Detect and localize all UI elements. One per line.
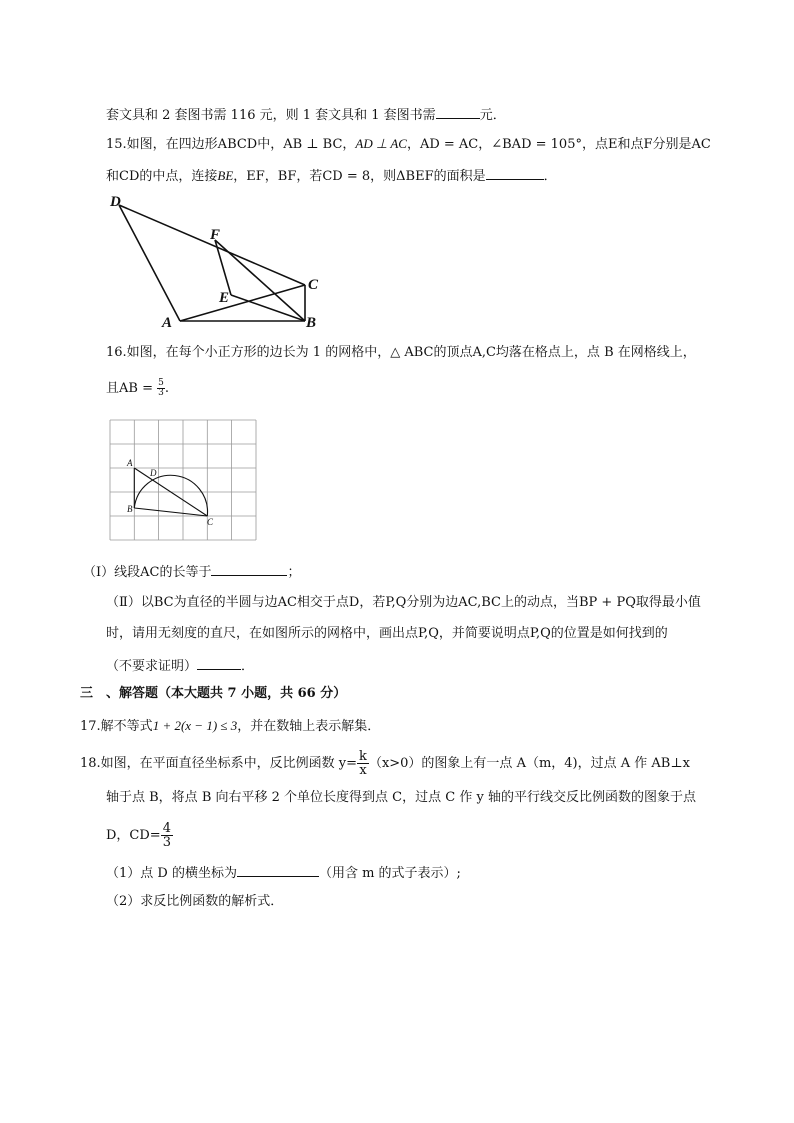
segment-fb xyxy=(215,240,305,321)
grid-label-a: A xyxy=(127,458,133,468)
q16-part2-text-2: 时，请用无刻度的直尺，在如图所示的网格中，画出点P,Q，并简要说明点P,Q的位置是如何找到的 xyxy=(106,626,668,641)
q15-quadrilateral-figure xyxy=(100,190,330,335)
q18-func-den: x xyxy=(359,763,367,778)
grid-label-c: C xyxy=(207,517,214,527)
q16-part1-text: （Ⅰ）线段AC的长等于 xyxy=(83,565,212,580)
label-e: E xyxy=(219,290,230,306)
q18-line-2 xyxy=(106,788,696,808)
label-b: B xyxy=(306,315,317,331)
label-d: D xyxy=(110,194,121,210)
segment-ac xyxy=(180,285,305,321)
q18-part1-answer-blank[interactable] xyxy=(237,862,319,877)
segment-dc xyxy=(119,205,305,285)
q16-part2-line-3 xyxy=(106,655,254,677)
section-3-heading xyxy=(80,684,346,704)
q16-grid-figure xyxy=(108,418,260,544)
q18-text-1b: （x>0）的图象上有一点 A（m，4)，过点 A 作 AB⊥x xyxy=(368,756,690,771)
grid-label-d: D xyxy=(150,468,157,478)
q18-cd-den: 3 xyxy=(162,835,171,850)
q15-line-2 xyxy=(106,165,557,187)
q17-line xyxy=(80,716,380,737)
q15-text-c: 和CD的中点，连接 xyxy=(106,169,218,184)
section-3-heading-text: 三 、解答题（本大题共 7 小题，共 66 分） xyxy=(80,686,347,701)
grid-lines xyxy=(110,420,256,540)
q18-cd-num: 4 xyxy=(162,821,171,836)
q18-line-3 xyxy=(106,820,173,852)
q15-italic-ad-ac: AD ⊥ AC xyxy=(355,136,407,151)
q18-func-num: k xyxy=(359,749,367,764)
label-a: A xyxy=(162,315,173,331)
q15-text-b: ，AD = AC，∠BAD = 105°，点E和点F分别是AC xyxy=(406,137,711,152)
q16-line-2 xyxy=(106,377,169,401)
label-f: F xyxy=(210,227,221,243)
q18-text-2: 轴于点 B，将点 B 向右平移 2 个单位长度得到点 C，过点 C 作 y 轴的平行线交反比例函数的图象于点 xyxy=(106,790,696,805)
q16-text: 16.如图，在每个小正方形的边长为 1 的网格中，△ ABC的顶点A,C均落在格点上，点 B 在网格线上， xyxy=(106,345,696,360)
q16-part1-line xyxy=(83,561,301,583)
q14-answer-blank[interactable] xyxy=(436,104,480,119)
q17-suffix: ，并在数轴上表示解集． xyxy=(237,719,381,734)
q18-part2-text: （2）求反比例函数的解析式． xyxy=(106,894,284,909)
q15-text-a: 15.如图，在四边形ABCD中，AB ⊥ BC， xyxy=(106,137,356,152)
q16-part2-text-3: （不要求证明） xyxy=(106,659,198,674)
q15-answer-blank[interactable] xyxy=(486,165,544,180)
q16-part1-suffix: ； xyxy=(287,565,301,580)
q15-text-d: ，EF，BF，若CD = 8，则ΔBEF的面积是 xyxy=(233,169,486,184)
q16-frac-den: 3 xyxy=(158,388,164,398)
q16-part2-answer-blank[interactable] xyxy=(197,655,241,670)
label-c: C xyxy=(308,277,319,293)
segment-da xyxy=(119,205,180,321)
q16-frac-num: 5 xyxy=(158,378,164,388)
q16-ab-prefix: 且AB = xyxy=(106,381,153,396)
q15-italic-be: BE xyxy=(217,168,234,183)
q18-text-3: D，CD= xyxy=(106,828,161,843)
q18-part1-suffix: （用含 m 的式子表示）; xyxy=(318,866,461,881)
q15-suffix: ． xyxy=(543,169,557,184)
q18-line-1 xyxy=(80,750,690,778)
q18-text-1: 18.如图，在平面直径坐标系中，反比例函数 y= xyxy=(80,756,358,771)
q14-tail-suffix: 元． xyxy=(479,108,506,123)
q15-line-1 xyxy=(106,134,711,155)
q18-part2-line xyxy=(106,892,283,912)
q18-cd-fraction xyxy=(161,822,173,849)
q16-ab-suffix: . xyxy=(164,381,169,396)
q16-part1-answer-blank[interactable] xyxy=(211,561,287,576)
q16-part2-text-1: （Ⅱ）以BC为直径的半圆与边AC相交于点D，若P,Q分别为边AC,BC上的动点，当BP + PQ取得最小值 xyxy=(106,595,701,610)
q17-prefix: 17.解不等式 xyxy=(80,719,153,734)
q16-part2-line-1 xyxy=(106,593,701,613)
q16-part2-suffix: ． xyxy=(241,659,255,674)
q17-inequality: 1 + 2(x − 1) ≤ 3 xyxy=(152,718,238,733)
segment-eb xyxy=(231,295,305,321)
q16-line-1 xyxy=(106,343,696,363)
q14-tail-line xyxy=(106,104,506,126)
semicircle-bc xyxy=(134,475,207,516)
q18-function-fraction xyxy=(357,750,369,777)
q18-part1-text: （1）点 D 的横坐标为 xyxy=(106,866,237,881)
q16-ab-fraction xyxy=(157,379,165,398)
grid-label-b: B xyxy=(127,504,133,514)
q14-tail-text: 套文具和 2 套图书需 116 元，则 1 套文具和 1 套图书需 xyxy=(106,108,436,123)
q18-part1-line xyxy=(106,862,461,884)
q16-part2-line-2 xyxy=(106,624,668,644)
